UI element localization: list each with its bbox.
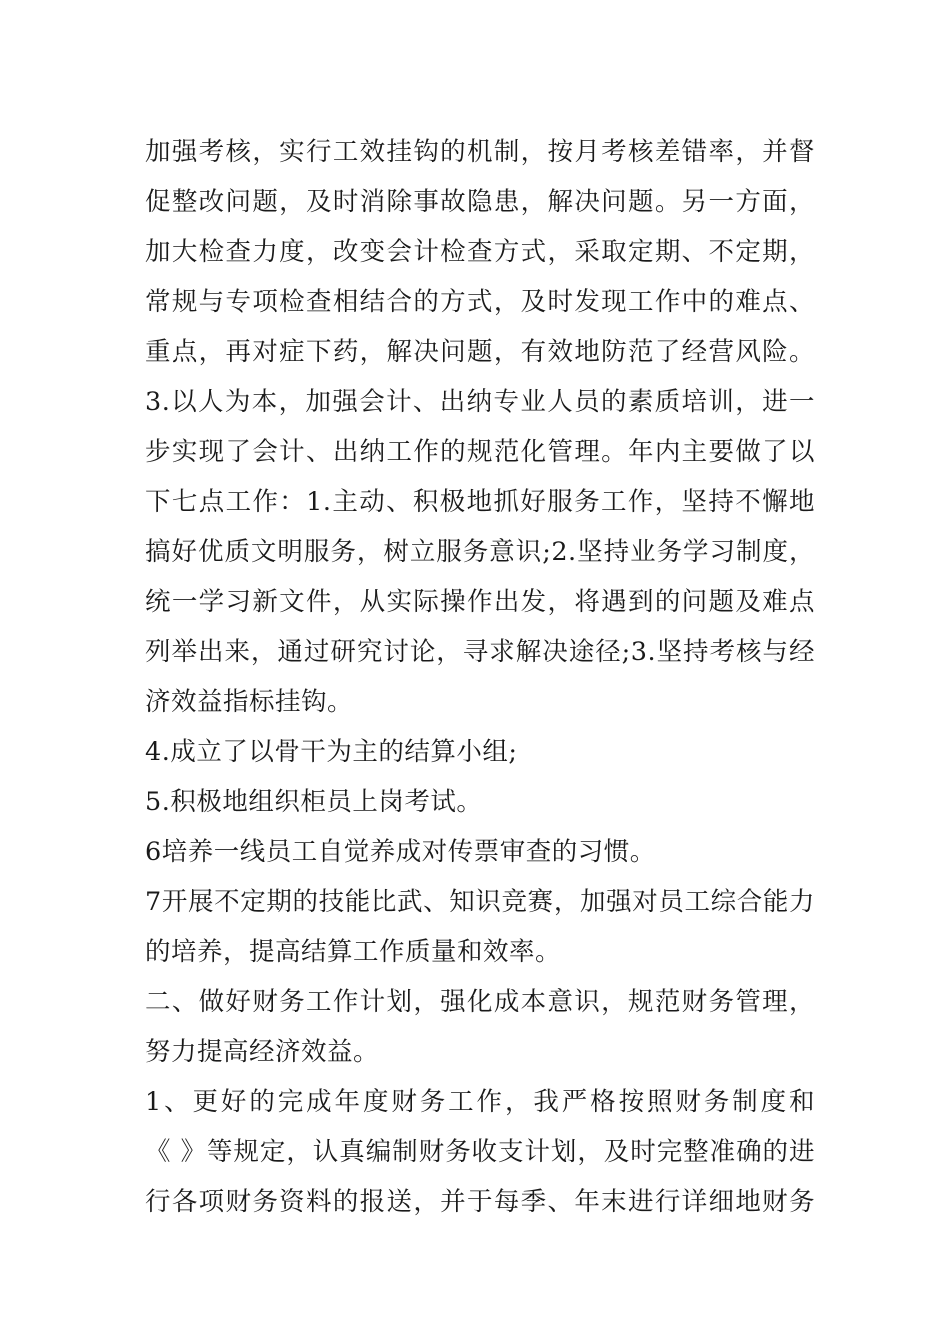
- text-line: 4.成立了以骨干为主的结算小组;: [145, 737, 518, 767]
- text-line: 常规与专项检查相结合的方式，及时发现工作中的难点、: [145, 287, 815, 317]
- text-line: 列举出来，通过研究讨论，寻求解决途径;3.坚持考核与经: [145, 637, 815, 667]
- text-line: 行各项财务资料的报送，并于每季、年末进行详细地财务: [145, 1187, 815, 1217]
- text-line: 加强考核，实行工效挂钩的机制，按月考核差错率，并督: [145, 137, 815, 167]
- text-line: 重点，再对症下药，解决问题，有效地防范了经营风险。: [145, 337, 815, 367]
- text-line: 7开展不定期的技能比武、知识竞赛，加强对员工综合能力: [145, 887, 815, 917]
- text-line: 3.以人为本，加强会计、出纳专业人员的素质培训，进一: [145, 387, 815, 417]
- text-line: 的培养，提高结算工作质量和效率。: [145, 937, 562, 967]
- text-line: 二、做好财务工作计划，强化成本意识，规范财务管理，: [145, 987, 815, 1017]
- text-line: 1、更好的完成年度财务工作，我严格按照财务制度和: [145, 1087, 815, 1117]
- text-line: 搞好优质文明服务，树立服务意识;2.坚持业务学习制度，: [145, 537, 815, 567]
- text-line: 济效益指标挂钩。: [145, 687, 354, 717]
- text-line: 下七点工作：1.主动、积极地抓好服务工作，坚持不懈地: [145, 487, 815, 517]
- text-line: 加大检查力度，改变会计检查方式，采取定期、不定期，: [145, 237, 815, 267]
- text-line: 步实现了会计、出纳工作的规范化管理。年内主要做了以: [145, 437, 815, 467]
- text-line: 促整改问题，及时消除事故隐患，解决问题。另一方面，: [145, 187, 815, 217]
- text-line: 《 》等规定，认真编制财务收支计划，及时完整准确的进: [145, 1137, 815, 1167]
- text-line: 6培养一线员工自觉养成对传票审查的习惯。: [145, 837, 656, 867]
- text-line: 统一学习新文件，从实际操作出发，将遇到的问题及难点: [145, 587, 815, 617]
- text-line: 努力提高经济效益。: [145, 1037, 380, 1067]
- text-line: 5.积极地组织柜员上岗考试。: [145, 787, 483, 817]
